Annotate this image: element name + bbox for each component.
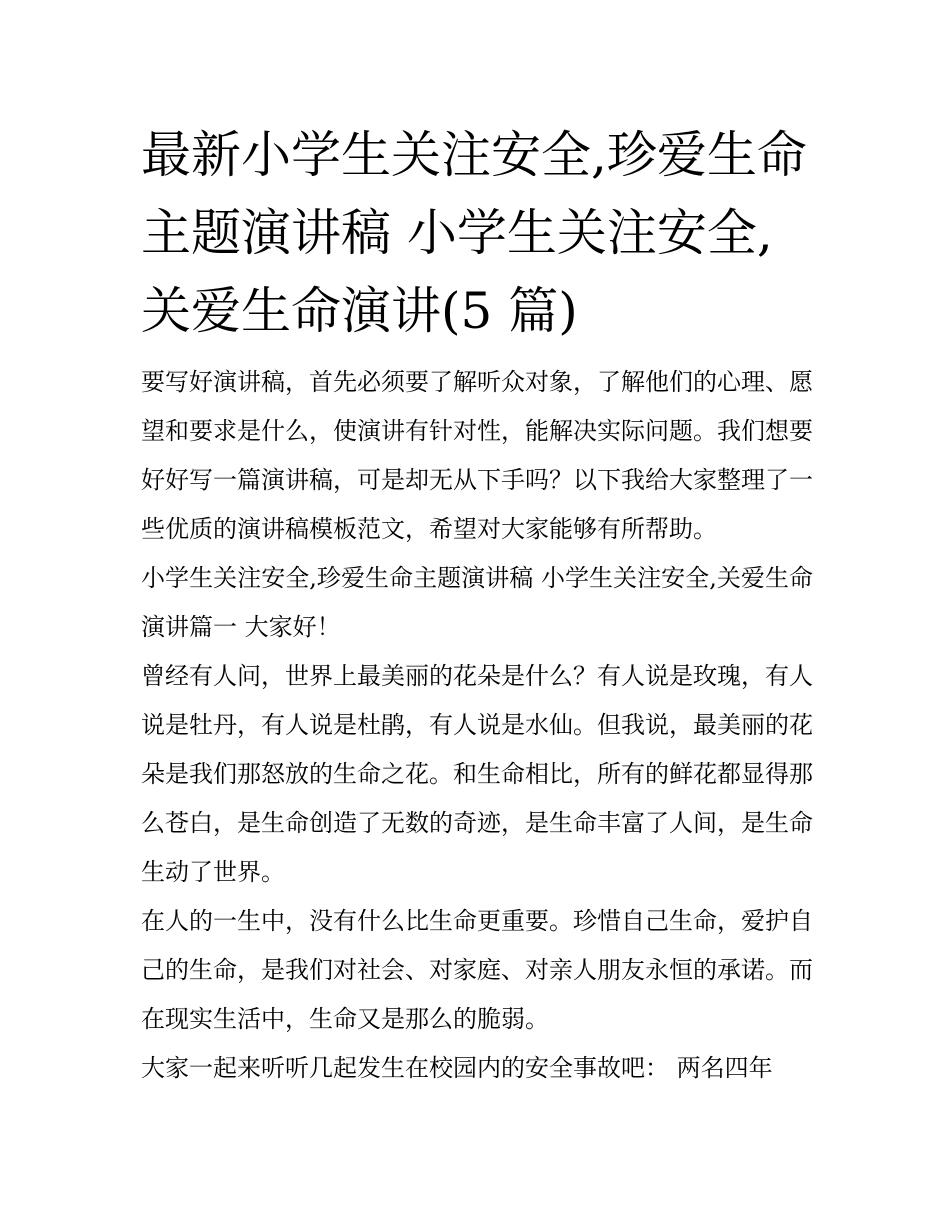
paragraph-life: 在人的一生中，没有什么比生命更重要。珍惜自己生命，爱护自己的生命，是我们对社会、对家庭、对亲人朋友永恒的承诺。而在现实生活中，生命又是那么的脆弱。 <box>141 907 813 1033</box>
paragraph-flowers: 曾经有人问，世界上最美丽的花朵是什么？有人说是玫瑰，有人说是牡丹，有人说是杜鹃，有人说是水仙。但我说，最美丽的花朵是我们那怒放的生命之花。和生命相比，所有的鲜花都显得那么苍白，是生命创造了无数的奇迹，是生命丰富了人间，是生命生动了世界。 <box>141 662 813 886</box>
paragraph-heading: 小学生关注安全,珍爱生命主题演讲稿 小学生关注安全,关爱生命演讲篇一 大家好！ <box>141 564 813 641</box>
paragraph-accidents: 大家一起来听听几起发生在校园内的安全事故吧： 两名四年 <box>141 1054 773 1082</box>
paragraph-intro: 要写好演讲稿，首先必须要了解听众对象，了解他们的心理、愿望和要求是什么，使演讲有针对性，能解决实际问题。我们想要好好写一篇演讲稿，可是却无从下手吗？以下我给大家整理了一些优质的演讲稿模板范文，希望对大家能够有所帮助。 <box>141 368 813 543</box>
document-content <box>141 116 813 1093</box>
document-title: 最新小学生关注安全,珍爱生命主题演讲稿 小学生关注安全,关爱生命演讲(5 篇) <box>141 126 807 340</box>
document-body <box>141 358 813 1093</box>
